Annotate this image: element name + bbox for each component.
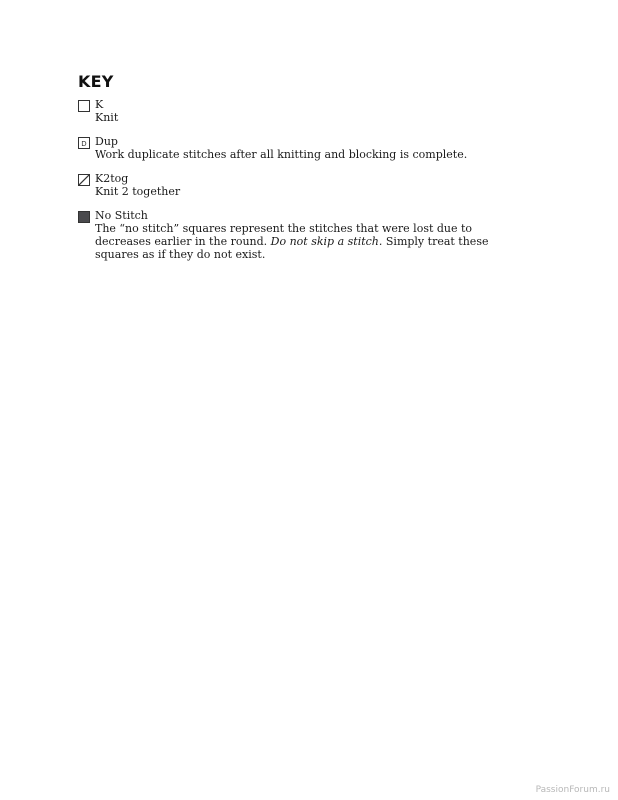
stitch-description: Work duplicate stitches after all knitting and blocking is complete. bbox=[95, 148, 468, 161]
key-entry-knit bbox=[78, 98, 518, 124]
description-part-1: The “no stitch” squares represent the stitches that were lost due to decreases earlier in the round. bbox=[95, 222, 473, 248]
stitch-description: Knit 2 together bbox=[95, 185, 181, 198]
letter-d-text: D bbox=[81, 140, 87, 148]
empty-square-icon bbox=[78, 100, 90, 112]
stitch-description: Knit bbox=[95, 111, 119, 124]
stitch-name: Dup bbox=[95, 135, 118, 148]
key-entry-k2tog bbox=[78, 172, 518, 198]
key-entry-text bbox=[95, 172, 518, 198]
description-emphasis: Do not skip a stitch. bbox=[270, 235, 383, 248]
key-entry-text bbox=[95, 209, 518, 261]
description-part-2: Simply treat these squares as if they do not exist. bbox=[95, 235, 489, 261]
key-entry-no-stitch bbox=[78, 209, 518, 261]
letter-d-square-icon bbox=[78, 137, 90, 149]
diagonal-slash-square-icon bbox=[78, 174, 90, 186]
stitch-name: K bbox=[95, 98, 104, 111]
diagonal-slash-glyph bbox=[79, 175, 89, 185]
stitch-description bbox=[95, 222, 518, 261]
watermark-text: PassionForum.ru bbox=[535, 785, 610, 795]
filled-square-icon bbox=[78, 211, 90, 223]
letter-d-glyph bbox=[79, 138, 89, 148]
stitch-name: No Stitch bbox=[95, 209, 148, 222]
key-heading: KEY bbox=[78, 72, 114, 91]
key-entry-dup bbox=[78, 135, 518, 161]
key-entry-text bbox=[95, 98, 518, 124]
key-entry-text bbox=[95, 135, 518, 161]
stitch-name: K2tog bbox=[95, 172, 129, 185]
